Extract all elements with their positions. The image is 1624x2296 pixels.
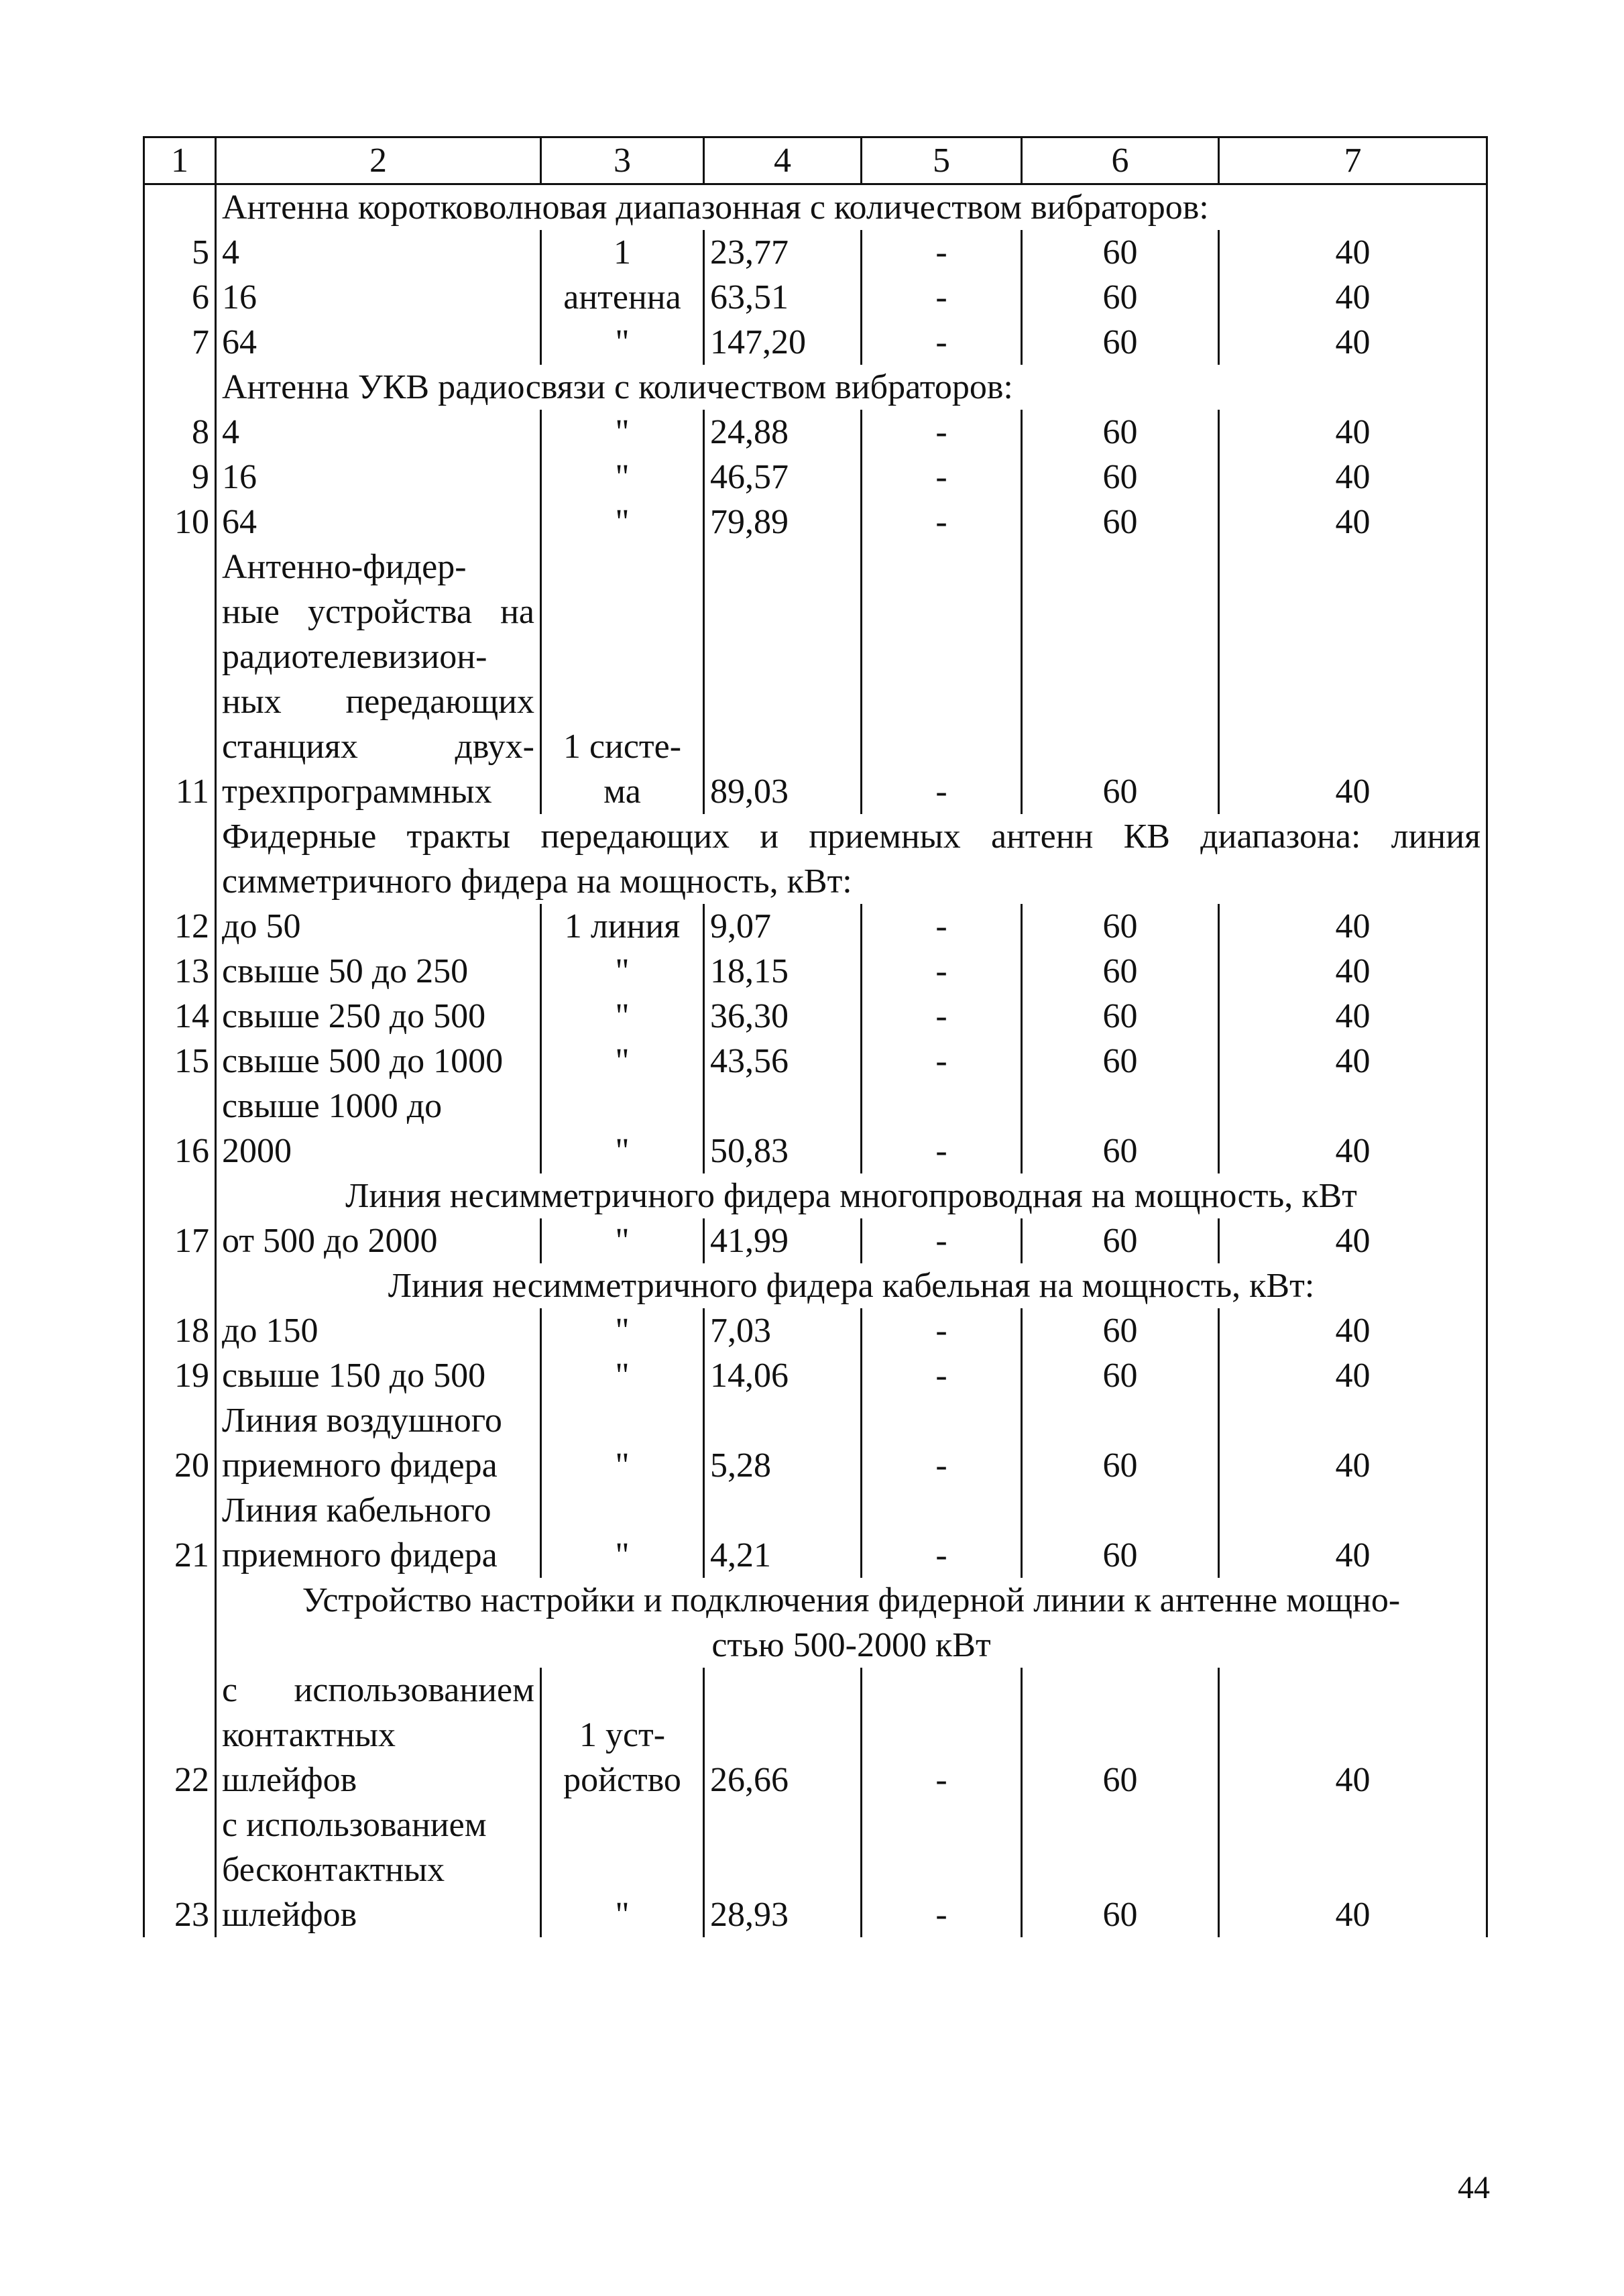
value-col5: - [862, 949, 1022, 994]
table-row [144, 500, 1487, 544]
row-number: 20 [144, 1398, 216, 1488]
row-number [144, 184, 216, 231]
value-col5: - [862, 904, 1022, 949]
item-name: Линия воздушного приемного фидера [216, 1398, 541, 1488]
item-name: 64 [216, 320, 541, 365]
section-heading: Фидерные тракты передающих и приемных антенн КВ диапазона: линия симметричного фидера на мощность, кВт: [216, 814, 1487, 904]
unit-cell: 1 уст- ройство [541, 1668, 704, 1802]
table-row [144, 1488, 1487, 1578]
value-col6: 60 [1022, 949, 1219, 994]
row-number: 12 [144, 904, 216, 949]
value-col7: 40 [1219, 1668, 1487, 1802]
item-name: 16 [216, 455, 541, 500]
row-number: 7 [144, 320, 216, 365]
value-col7: 40 [1219, 410, 1487, 455]
row-number: 14 [144, 994, 216, 1039]
table-row [144, 1039, 1487, 1084]
unit-cell: 1 систе- ма [541, 544, 704, 814]
value-col5: - [862, 994, 1022, 1039]
table-row [144, 410, 1487, 455]
row-number: 13 [144, 949, 216, 994]
value-col4: 5,28 [704, 1398, 862, 1488]
value-col4: 46,57 [704, 455, 862, 500]
value-col5: - [862, 1802, 1022, 1937]
item-name: от 500 до 2000 [216, 1218, 541, 1263]
value-col7: 40 [1219, 544, 1487, 814]
value-col6: 60 [1022, 544, 1219, 814]
row-number [144, 1578, 216, 1668]
value-col4: 36,30 [704, 994, 862, 1039]
header-cell: 7 [1219, 137, 1487, 184]
item-name: свыше 50 до 250 [216, 949, 541, 994]
item-name: 64 [216, 500, 541, 544]
value-col7: 40 [1219, 949, 1487, 994]
table-row [144, 1308, 1487, 1353]
value-col6: 60 [1022, 275, 1219, 320]
item-name: до 50 [216, 904, 541, 949]
value-col4: 89,03 [704, 544, 862, 814]
section-heading: Линия несимметричного фидера кабельная на мощность, кВт: [216, 1263, 1487, 1308]
section-heading: Устройство настройки и подключения фидерной линии к антенне мощно- стью 500-2000 кВт [216, 1578, 1487, 1668]
value-col5: - [862, 320, 1022, 365]
row-number: 5 [144, 230, 216, 275]
value-col7: 40 [1219, 904, 1487, 949]
value-col7: 40 [1219, 1398, 1487, 1488]
unit-cell: " [541, 1039, 704, 1084]
value-col7: 40 [1219, 1488, 1487, 1578]
unit-cell: " [541, 500, 704, 544]
unit-cell: " [541, 1353, 704, 1398]
item-name: 4 [216, 230, 541, 275]
unit-cell: " [541, 1488, 704, 1578]
value-col7: 40 [1219, 1802, 1487, 1937]
item-name: свыше 500 до 1000 [216, 1039, 541, 1084]
unit-cell: " [541, 320, 704, 365]
value-col6: 60 [1022, 230, 1219, 275]
table-row [144, 949, 1487, 994]
row-number: 19 [144, 1353, 216, 1398]
table-row [144, 1353, 1487, 1398]
unit-cell: 1 линия [541, 904, 704, 949]
value-col6: 60 [1022, 1802, 1219, 1937]
row-number [144, 814, 216, 904]
table-row [144, 230, 1487, 275]
unit-cell: " [541, 994, 704, 1039]
value-col5: - [862, 455, 1022, 500]
value-col6: 60 [1022, 1084, 1219, 1173]
row-number: 8 [144, 410, 216, 455]
row-number: 9 [144, 455, 216, 500]
item-name: Антенно-фидер- ные устройства на радиотелевизион- ных передающих станциях двух- трехпрограммных [216, 544, 541, 814]
value-col5: - [862, 1218, 1022, 1263]
item-name: свыше 150 до 500 [216, 1353, 541, 1398]
value-col4: 24,88 [704, 410, 862, 455]
row-number: 17 [144, 1218, 216, 1263]
row-number: 15 [144, 1039, 216, 1084]
section-row [144, 365, 1487, 410]
section-row [144, 184, 1487, 231]
value-col6: 60 [1022, 410, 1219, 455]
section-row [144, 1578, 1487, 1668]
item-name: свыше 1000 до 2000 [216, 1084, 541, 1173]
unit-cell: " [541, 410, 704, 455]
value-col4: 63,51 [704, 275, 862, 320]
value-col6: 60 [1022, 455, 1219, 500]
value-col6: 60 [1022, 1308, 1219, 1353]
value-col6: 60 [1022, 904, 1219, 949]
header-row [144, 137, 1487, 184]
value-col4: 4,21 [704, 1488, 862, 1578]
header-cell: 3 [541, 137, 704, 184]
table-row [144, 1218, 1487, 1263]
value-col5: - [862, 410, 1022, 455]
unit-cell: " [541, 1398, 704, 1488]
value-col4: 79,89 [704, 500, 862, 544]
value-col4: 9,07 [704, 904, 862, 949]
unit-cell: " [541, 1802, 704, 1937]
value-col6: 60 [1022, 1398, 1219, 1488]
section-row [144, 1173, 1487, 1218]
row-number [144, 365, 216, 410]
table-row [144, 994, 1487, 1039]
item-name: 16 [216, 275, 541, 320]
value-col7: 40 [1219, 230, 1487, 275]
row-number: 16 [144, 1084, 216, 1173]
value-col5: - [862, 1488, 1022, 1578]
value-col7: 40 [1219, 1308, 1487, 1353]
section-row [144, 814, 1487, 904]
item-name: Линия кабельного приемного фидера [216, 1488, 541, 1578]
value-col7: 40 [1219, 455, 1487, 500]
value-col4: 7,03 [704, 1308, 862, 1353]
value-col5: - [862, 1353, 1022, 1398]
section-heading: Антенна коротковолновая диапазонная с количеством вибраторов: [216, 184, 1487, 231]
value-col7: 40 [1219, 500, 1487, 544]
value-col7: 40 [1219, 1353, 1487, 1398]
value-col4: 50,83 [704, 1084, 862, 1173]
header-cell: 1 [144, 137, 216, 184]
value-col4: 41,99 [704, 1218, 862, 1263]
value-col5: - [862, 1084, 1022, 1173]
section-row [144, 1263, 1487, 1308]
value-col6: 60 [1022, 320, 1219, 365]
value-col5: - [862, 230, 1022, 275]
value-col5: - [862, 1039, 1022, 1084]
value-col5: - [862, 275, 1022, 320]
value-col7: 40 [1219, 1039, 1487, 1084]
section-heading: Антенна УКВ радиосвязи с количеством вибраторов: [216, 365, 1487, 410]
value-col5: - [862, 1308, 1022, 1353]
table-row [144, 320, 1487, 365]
item-name: с использованием бесконтактных шлейфов [216, 1802, 541, 1937]
table-row [144, 904, 1487, 949]
value-col4: 147,20 [704, 320, 862, 365]
table-row [144, 1668, 1487, 1802]
item-name: до 150 [216, 1308, 541, 1353]
value-col6: 60 [1022, 1488, 1219, 1578]
value-col6: 60 [1022, 994, 1219, 1039]
item-name: с использованием контактных шлейфов [216, 1668, 541, 1802]
unit-cell: антенна [541, 275, 704, 320]
unit-cell: 1 [541, 230, 704, 275]
row-number: 22 [144, 1668, 216, 1802]
unit-cell: " [541, 1308, 704, 1353]
row-number [144, 1173, 216, 1218]
header-cell: 2 [216, 137, 541, 184]
value-col6: 60 [1022, 1039, 1219, 1084]
row-number: 10 [144, 500, 216, 544]
value-col4: 18,15 [704, 949, 862, 994]
header-cell: 4 [704, 137, 862, 184]
table-row [144, 1398, 1487, 1488]
value-col5: - [862, 500, 1022, 544]
value-col7: 40 [1219, 320, 1487, 365]
value-col7: 40 [1219, 1218, 1487, 1263]
value-col4: 28,93 [704, 1802, 862, 1937]
unit-cell: " [541, 455, 704, 500]
value-col6: 60 [1022, 1353, 1219, 1398]
row-number: 11 [144, 544, 216, 814]
row-number: 21 [144, 1488, 216, 1578]
section-heading: Линия несимметричного фидера многопроводная на мощность, кВт [216, 1173, 1487, 1218]
row-number: 23 [144, 1802, 216, 1937]
row-number: 6 [144, 275, 216, 320]
row-number [144, 1263, 216, 1308]
table-row [144, 544, 1487, 814]
value-col7: 40 [1219, 1084, 1487, 1173]
value-col7: 40 [1219, 994, 1487, 1039]
table-row [144, 455, 1487, 500]
document-table [143, 136, 1488, 1937]
value-col5: - [862, 544, 1022, 814]
value-col6: 60 [1022, 1218, 1219, 1263]
value-col4: 26,66 [704, 1668, 862, 1802]
page-number: 44 [1458, 2170, 1490, 2205]
unit-cell: " [541, 1084, 704, 1173]
table-row [144, 1084, 1487, 1173]
table-row [144, 275, 1487, 320]
value-col4: 43,56 [704, 1039, 862, 1084]
row-number: 18 [144, 1308, 216, 1353]
item-name: свыше 250 до 500 [216, 994, 541, 1039]
value-col4: 23,77 [704, 230, 862, 275]
header-cell: 6 [1022, 137, 1219, 184]
value-col6: 60 [1022, 1668, 1219, 1802]
unit-cell: " [541, 1218, 704, 1263]
value-col4: 14,06 [704, 1353, 862, 1398]
header-cell: 5 [862, 137, 1022, 184]
item-name: 4 [216, 410, 541, 455]
unit-cell: " [541, 949, 704, 994]
value-col7: 40 [1219, 275, 1487, 320]
value-col5: - [862, 1668, 1022, 1802]
value-col5: - [862, 1398, 1022, 1488]
table-row [144, 1802, 1487, 1937]
value-col6: 60 [1022, 500, 1219, 544]
table-body [144, 137, 1487, 1938]
